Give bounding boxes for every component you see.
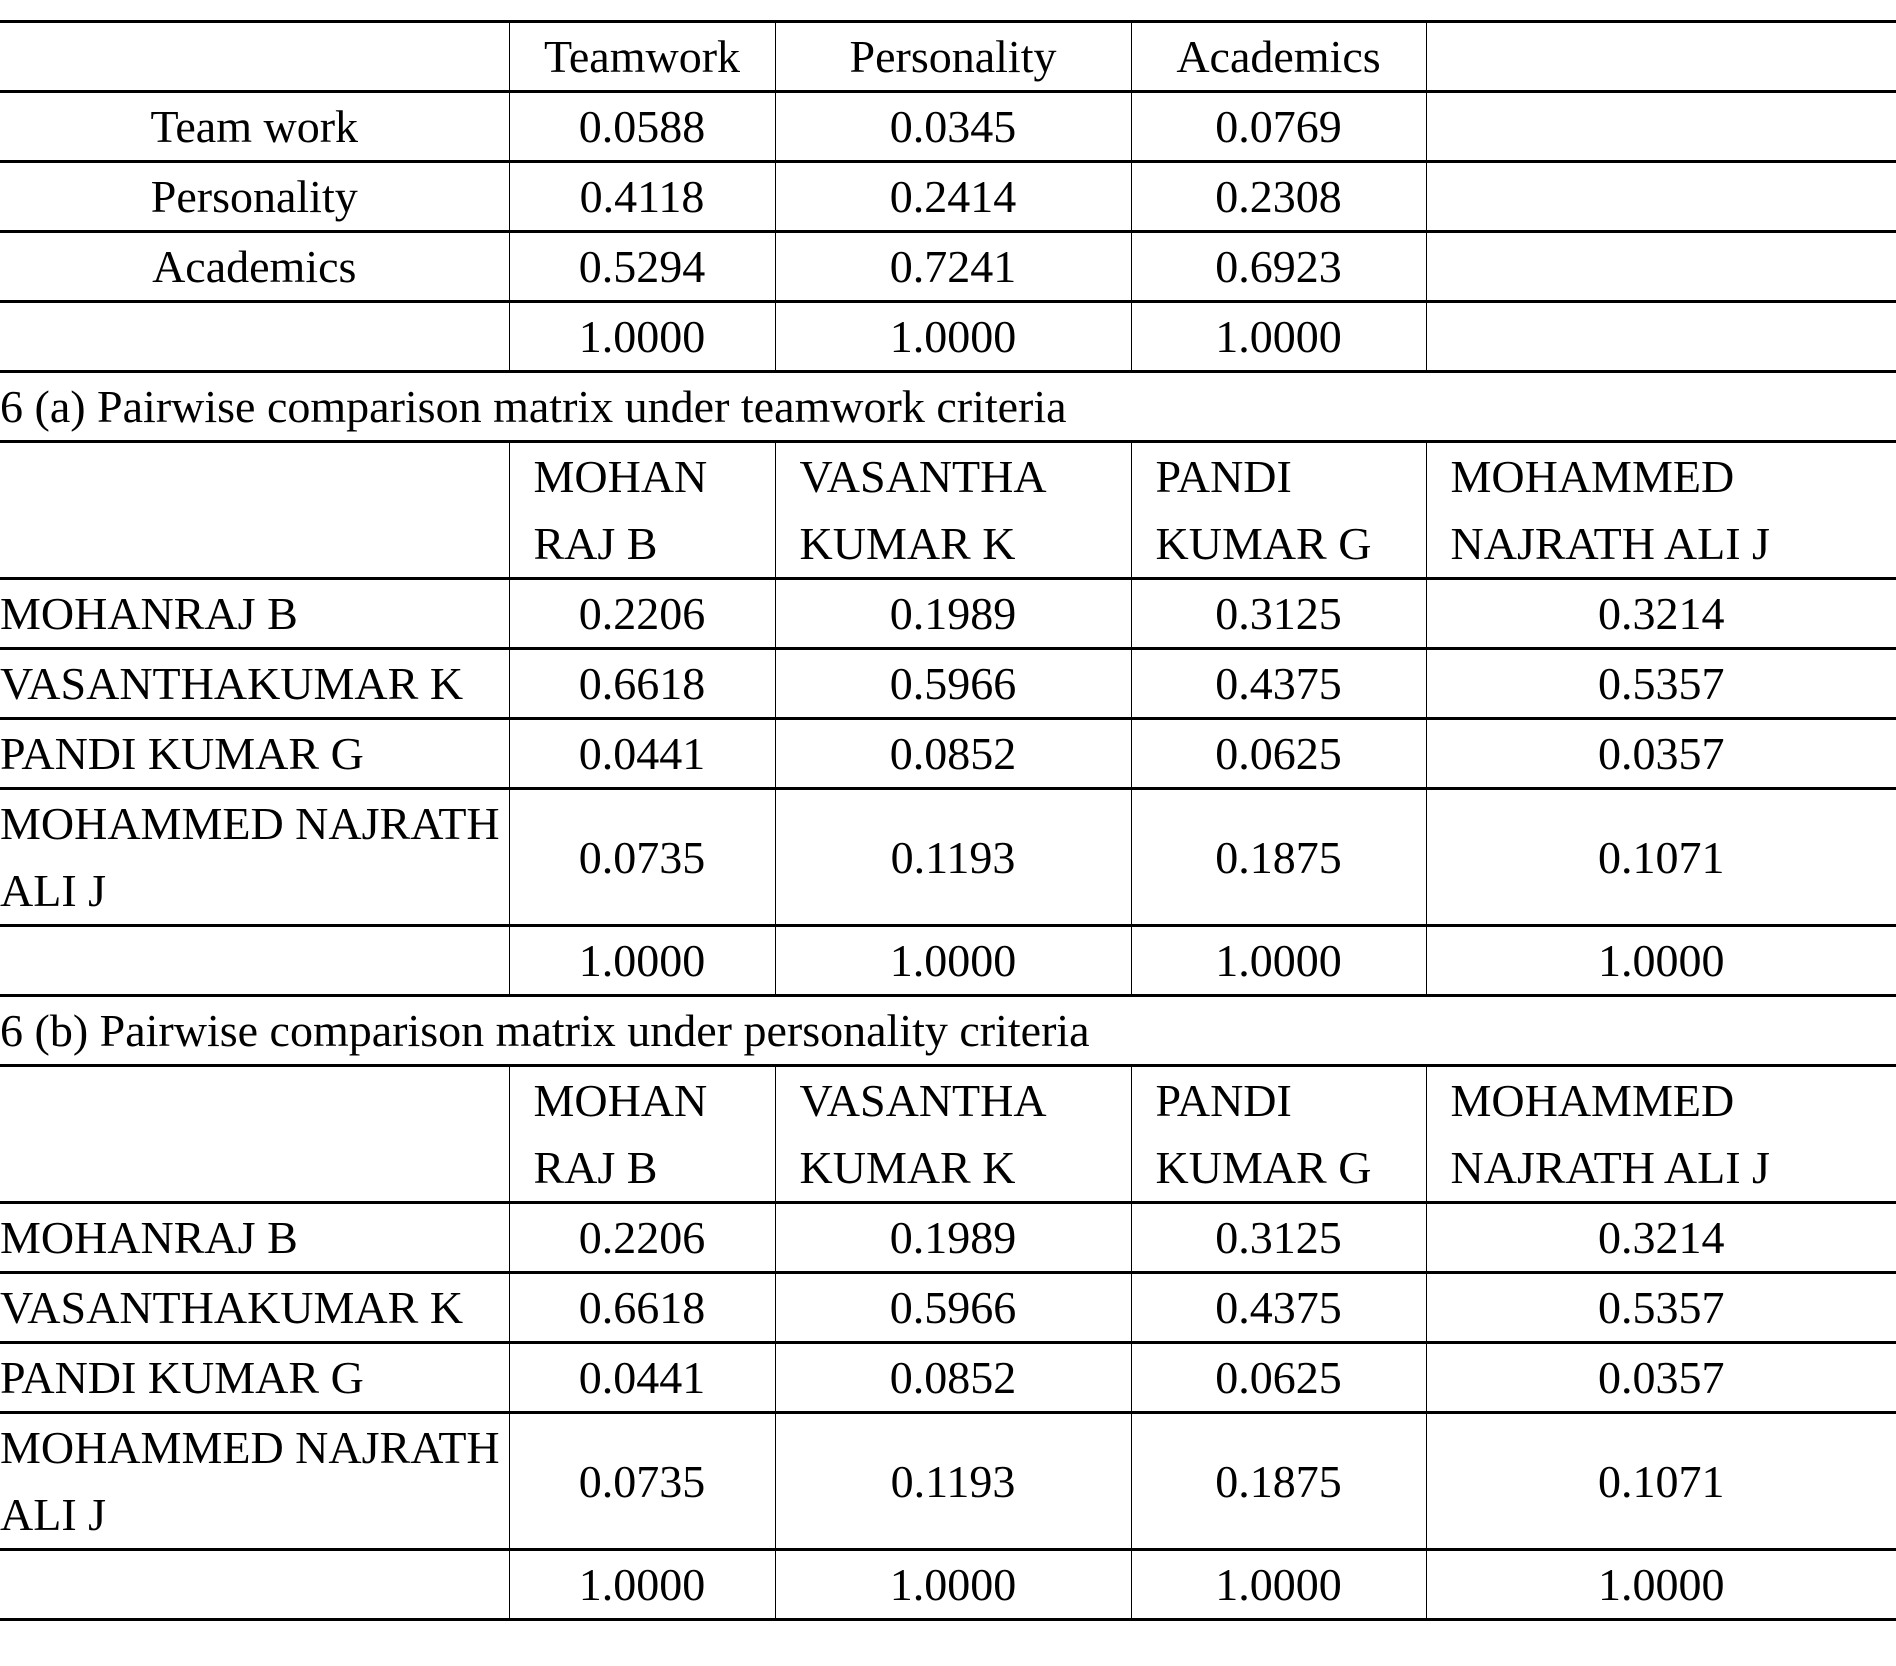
table-cell: 0.0852 [775, 719, 1131, 789]
table-cell: 1.0000 [775, 302, 1131, 372]
row-label: Academics [0, 232, 509, 302]
table-cell: 1.0000 [1426, 926, 1896, 996]
table-cell: 1.0000 [775, 926, 1131, 996]
table-cell: 1.0000 [509, 1550, 775, 1620]
header-row [0, 22, 1896, 92]
table-cell: 1.0000 [1426, 1550, 1896, 1620]
table-cell: 0.4375 [1131, 649, 1426, 719]
column-header: Academics [1131, 22, 1426, 92]
column-header: PANDI KUMAR G [1131, 442, 1426, 579]
table-cell [1426, 232, 1896, 302]
table-cell: 1.0000 [775, 1550, 1131, 1620]
table-cell: 0.6618 [509, 649, 775, 719]
table-cell: 0.0357 [1426, 1343, 1896, 1413]
row-label [0, 1550, 509, 1620]
table-cell: 0.2414 [775, 162, 1131, 232]
table-cell: 0.4375 [1131, 1273, 1426, 1343]
caption-row [0, 372, 1896, 442]
table-cell: 0.7241 [775, 232, 1131, 302]
table-row [0, 1203, 1896, 1273]
column-header: VASANTHA KUMAR K [775, 1066, 1131, 1203]
row-label: Personality [0, 162, 509, 232]
table-row [0, 1343, 1896, 1413]
table-cell: 0.2308 [1131, 162, 1426, 232]
row-label: MOHAMMED NAJRATH ALI J [0, 789, 509, 926]
table-cell: 0.1071 [1426, 1413, 1896, 1550]
table-cell [1426, 302, 1896, 372]
table-cell: 0.0769 [1131, 92, 1426, 162]
table-cell: 0.3214 [1426, 579, 1896, 649]
table-cell: 0.2206 [509, 1203, 775, 1273]
table-cell: 0.1193 [775, 1413, 1131, 1550]
table-cell: 0.1875 [1131, 1413, 1426, 1550]
table-row [0, 92, 1896, 162]
table-cell: 0.4118 [509, 162, 775, 232]
table-cell: 0.1193 [775, 789, 1131, 926]
table-cell [1426, 162, 1896, 232]
column-header [1426, 22, 1896, 92]
table-cell: 0.0441 [509, 719, 775, 789]
table-cell: 0.3125 [1131, 1203, 1426, 1273]
table-cell: 0.1989 [775, 579, 1131, 649]
table-cell: 0.0588 [509, 92, 775, 162]
column-header: PANDI KUMAR G [1131, 1066, 1426, 1203]
column-header: Teamwork [509, 22, 775, 92]
table-row [0, 162, 1896, 232]
table-cell: 1.0000 [1131, 1550, 1426, 1620]
table-cell: 0.1989 [775, 1203, 1131, 1273]
column-header: Personality [775, 22, 1131, 92]
header-row [0, 1066, 1896, 1203]
column-header: VASANTHA KUMAR K [775, 442, 1131, 579]
table-cell: 0.2206 [509, 579, 775, 649]
table-caption: 6 (a) Pairwise comparison matrix under teamwork criteria [0, 372, 1896, 442]
table-cell: 0.0357 [1426, 719, 1896, 789]
table-cell: 0.5966 [775, 649, 1131, 719]
row-label: MOHANRAJ B [0, 1203, 509, 1273]
row-label: MOHAMMED NAJRATH ALI J [0, 1413, 509, 1550]
row-label [0, 302, 509, 372]
row-label: VASANTHAKUMAR K [0, 649, 509, 719]
column-header: MOHAN RAJ B [509, 1066, 775, 1203]
table-cell: 0.3125 [1131, 579, 1426, 649]
table-cell: 0.6618 [509, 1273, 775, 1343]
table-row [0, 789, 1896, 926]
table-cell: 0.1875 [1131, 789, 1426, 926]
table-cell: 0.0735 [509, 1413, 775, 1550]
row-label: Team work [0, 92, 509, 162]
row-label: VASANTHAKUMAR K [0, 1273, 509, 1343]
column-header [0, 442, 509, 579]
table-cell: 1.0000 [509, 302, 775, 372]
row-label: PANDI KUMAR G [0, 1343, 509, 1413]
caption-row [0, 996, 1896, 1066]
table-cell: 0.6923 [1131, 232, 1426, 302]
table-row [0, 649, 1896, 719]
table-cell: 1.0000 [1131, 302, 1426, 372]
table-cell: 1.0000 [1131, 926, 1426, 996]
table-cell [1426, 92, 1896, 162]
table-cell: 0.5294 [509, 232, 775, 302]
table-cell: 0.5966 [775, 1273, 1131, 1343]
table-row [0, 1273, 1896, 1343]
row-label: PANDI KUMAR G [0, 719, 509, 789]
table-row [0, 1413, 1896, 1550]
table-row [0, 579, 1896, 649]
table-row [0, 302, 1896, 372]
table-cell: 1.0000 [509, 926, 775, 996]
table-row [0, 719, 1896, 789]
table-cell: 0.0735 [509, 789, 775, 926]
table-caption: 6 (b) Pairwise comparison matrix under personality criteria [0, 996, 1896, 1066]
table-cell: 0.0345 [775, 92, 1131, 162]
column-header: MOHAN RAJ B [509, 442, 775, 579]
table-cell: 0.3214 [1426, 1203, 1896, 1273]
comparison-tables [0, 20, 1896, 1621]
table-cell: 0.5357 [1426, 649, 1896, 719]
header-row [0, 442, 1896, 579]
table-cell: 0.0852 [775, 1343, 1131, 1413]
table-row [0, 232, 1896, 302]
table-cell: 0.0441 [509, 1343, 775, 1413]
table-cell: 0.1071 [1426, 789, 1896, 926]
column-header [0, 22, 509, 92]
table-row [0, 1550, 1896, 1620]
row-label: MOHANRAJ B [0, 579, 509, 649]
table-row [0, 926, 1896, 996]
table-cell: 0.0625 [1131, 719, 1426, 789]
table-cell: 0.0625 [1131, 1343, 1426, 1413]
column-header: MOHAMMED NAJRATH ALI J [1426, 1066, 1896, 1203]
table-cell: 0.5357 [1426, 1273, 1896, 1343]
row-label [0, 926, 509, 996]
column-header [0, 1066, 509, 1203]
column-header: MOHAMMED NAJRATH ALI J [1426, 442, 1896, 579]
